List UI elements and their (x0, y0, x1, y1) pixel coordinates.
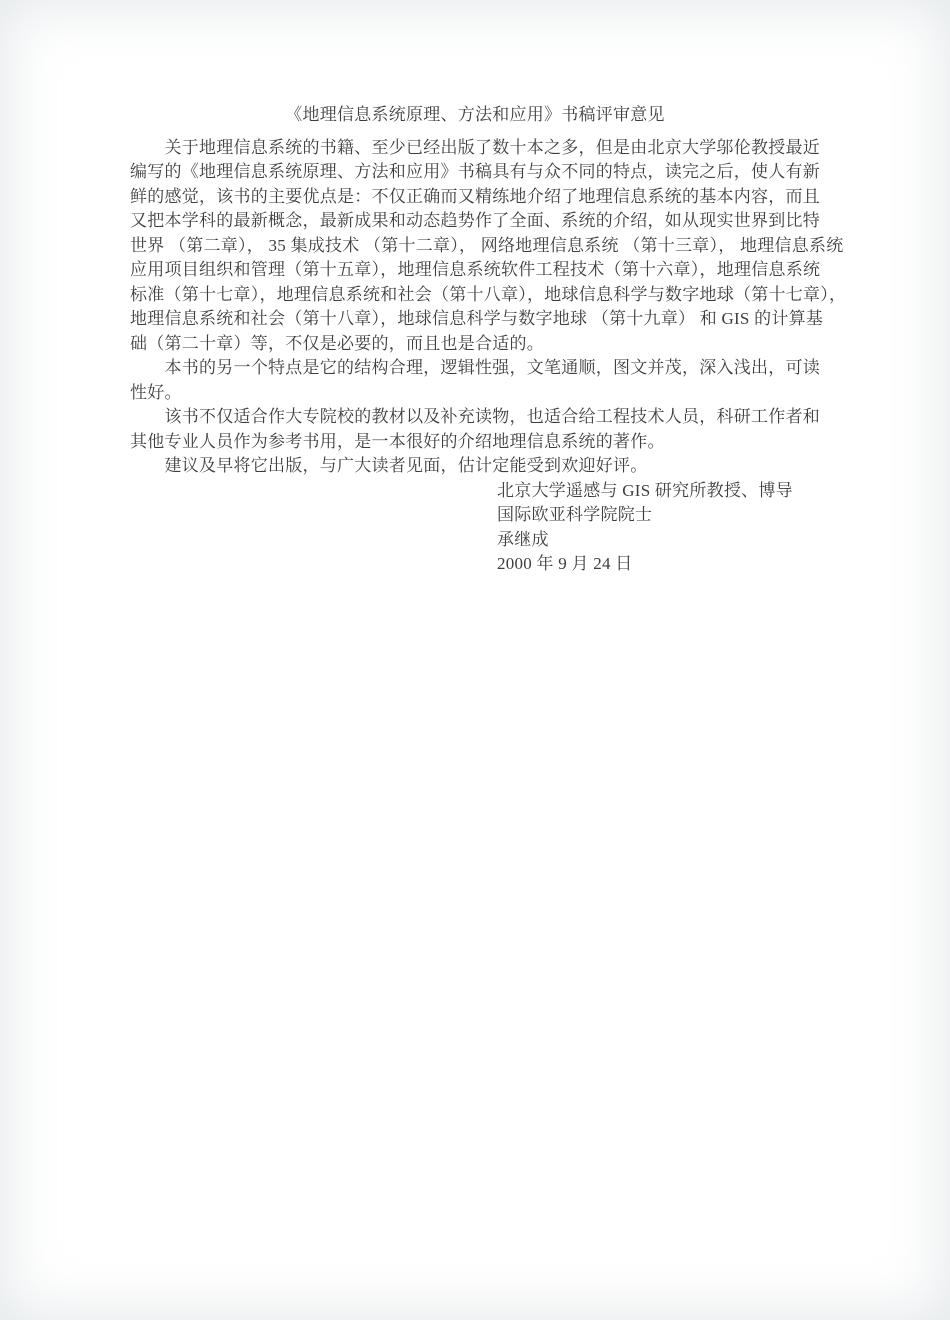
text-line: 其他专业人员作为参考书用，是一本很好的介绍地理信息系统的著作。 (130, 431, 665, 451)
text-line: 标准（第十七章），地理信息系统和社会（第十八章），地球信息科学与数字地球（第十七章）， (130, 284, 847, 304)
signature-block (497, 479, 845, 577)
text-line: 鲜的感觉，该书的主要优点是：不仅正确而又精练地介绍了地理信息系统的基本内容，而且 (130, 186, 820, 206)
document-body (130, 136, 845, 479)
document-content (130, 103, 845, 577)
document-title: 《地理信息系统原理、方法和应用》书稿评审意见 (285, 105, 665, 124)
text-line: 世界 （第二章）， 35 集成技术 （第十二章）， 网络地理信息系统 （第十三章）， 地理信息系统 (130, 235, 844, 255)
text-line: 该书不仅适合作大专院校的教材以及补充读物，也适合给工程技术人员，科研工作者和 (130, 407, 820, 426)
text-line: 地理信息系统和社会（第十八章），地球信息科学与数字地球 （第十九章） 和 GIS 的计算基 (130, 309, 824, 328)
signature-academy-title: 国际欧亚科学院院士 (497, 505, 653, 524)
signature-name: 承继成 (497, 529, 549, 549)
text-line: 本书的另一个特点是它的结构合理，逻辑性强，文笔通顺，图文并茂，深入浅出，可读 (130, 358, 820, 377)
text-line: 础（第二十章）等，不仅是必要的，而且也是合适的。 (130, 333, 544, 353)
text-line: 编写的《地理信息系统原理、方法和应用》书稿具有与众不同的特点，读完之后，使人有新 (130, 162, 820, 181)
text-line: 性好。 (130, 382, 182, 402)
text-line: 建议及早将它出版，与广大读者见面，估计定能受到欢迎好评。 (130, 456, 648, 475)
text-line: 又把本学科的最新概念，最新成果和动态趋势作了全面、系统的介绍，如从现实世界到比特 (130, 211, 820, 230)
signature-date: 2000 年 9 月 24 日 (497, 554, 633, 573)
text-line: 应用项目组织和管理（第十五章），地理信息系统软件工程技术（第十六章），地理信息系统 (130, 260, 821, 279)
text-line: 关于地理信息系统的书籍、至少已经出版了数十本之多，但是由北京大学邬伦教授最近 (130, 137, 820, 157)
signature-affiliation: 北京大学遥感与 GIS 研究所教授、博导 (497, 480, 793, 500)
